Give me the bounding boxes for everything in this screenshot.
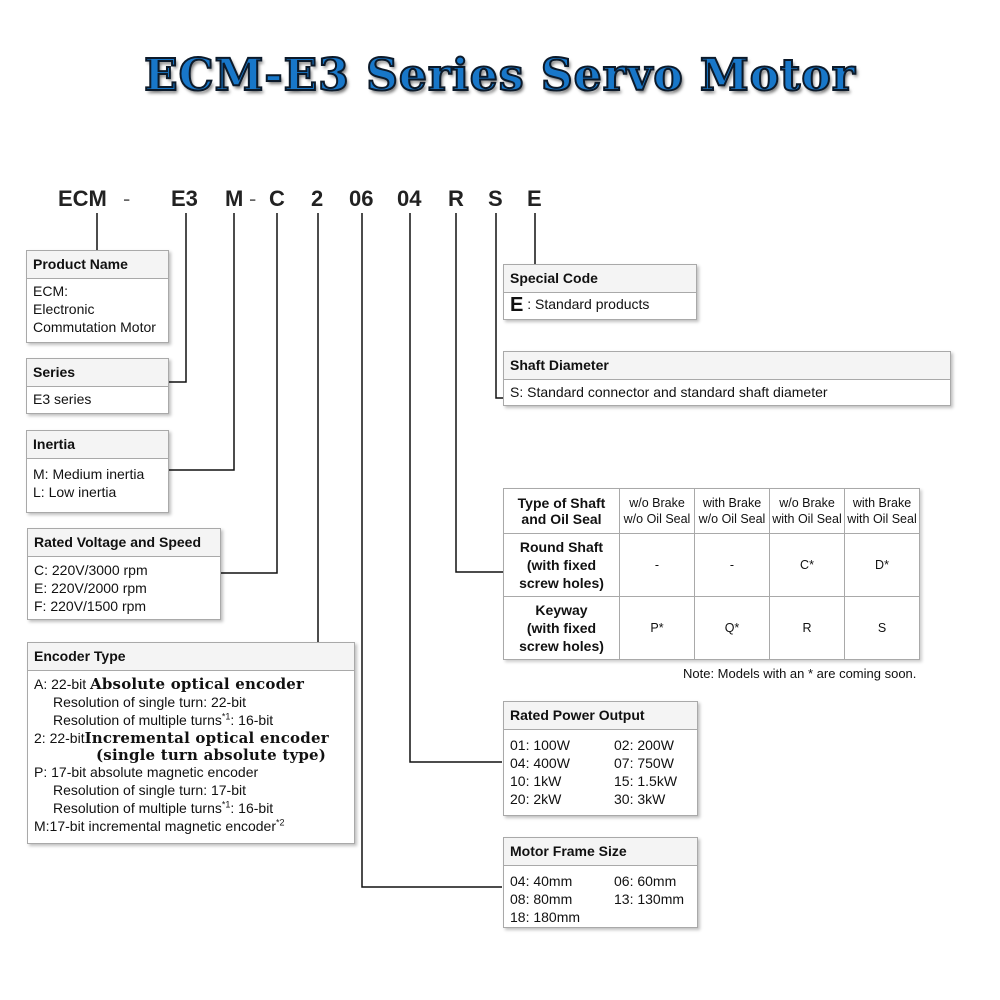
line-voltage: [221, 213, 277, 573]
column-header: [770, 489, 845, 534]
shaft-diameter-text: S: Standard connector and standard shaft diameter: [510, 384, 828, 400]
table-note: Note: Models with an * are coming soon.: [683, 666, 917, 681]
code-special: E: [527, 186, 542, 211]
line-shaft-diameter: [496, 213, 503, 398]
encoder-m-line: [34, 817, 348, 835]
row-header: [504, 534, 620, 597]
column-header-line: with Brake: [702, 496, 762, 510]
encoder-2-type: Incremental optical encoder: [84, 729, 329, 747]
shaft-diameter-header: Shaft Diameter: [504, 352, 950, 380]
power-item: 02: 200W: [614, 737, 674, 753]
table-row: [504, 534, 920, 597]
code-power: 04: [397, 186, 422, 211]
inertia-line: L: Low inertia: [33, 484, 117, 500]
table-corner-line: and Oil Seal: [521, 511, 602, 527]
row-header-line: Keyway: [535, 602, 588, 618]
column-header: [695, 489, 770, 534]
power-item: 15: 1.5kW: [614, 773, 678, 789]
row-header: [504, 597, 620, 660]
code-inertia: M: [225, 186, 244, 211]
voltage-line: C: 220V/3000 rpm: [34, 562, 148, 578]
voltage-line: F: 220V/1500 rpm: [34, 598, 147, 614]
table-cell: -: [695, 534, 770, 597]
table-cell: P*: [620, 597, 695, 660]
column-header: [620, 489, 695, 534]
encoder-a-line: [34, 675, 348, 693]
row-header-line: screw holes): [519, 575, 604, 591]
series-line: E3 series: [33, 391, 92, 407]
encoder-box: [27, 642, 355, 844]
power-item: 10: 1kW: [510, 773, 562, 789]
table-cell: D*: [845, 534, 920, 597]
row-header-line: Round Shaft: [519, 539, 604, 555]
table-corner-line: Type of Shaft: [517, 495, 606, 511]
column-header-line: with Oil Seal: [772, 512, 842, 526]
inertia-line: M: Medium inertia: [33, 466, 145, 482]
shaft-diameter-box: [503, 351, 951, 406]
encoder-a-multi-label: Resolution of multiple turns: [53, 712, 222, 728]
column-header-line: with Brake: [852, 496, 912, 510]
frame-box: [503, 837, 698, 928]
voltage-box: [27, 528, 221, 620]
frame-item: 08: 80mm: [510, 891, 573, 907]
frame-header: Motor Frame Size: [504, 838, 697, 866]
table-row: [504, 597, 920, 660]
voltage-line: E: 220V/2000 rpm: [34, 580, 147, 596]
encoder-2-prefix: 2: 22-bit: [34, 730, 85, 746]
column-header: [845, 489, 920, 534]
line-inertia: [168, 213, 234, 470]
row-header-line: (with fixed: [526, 557, 597, 573]
special-code-box: [503, 264, 697, 320]
product-name-header: Product Name: [27, 251, 168, 279]
line-frame: [362, 213, 502, 887]
frame-item: 04: 40mm: [510, 873, 573, 889]
frame-item: 06: 60mm: [614, 873, 677, 889]
table-cell: C*: [770, 534, 845, 597]
power-item: 20: 2kW: [510, 791, 562, 807]
product-name-line: Commutation Motor: [33, 319, 156, 335]
power-header: Rated Power Output: [504, 702, 697, 730]
encoder-p-multi-value: : 16-bit: [230, 800, 274, 816]
frame-item: 13: 130mm: [614, 891, 685, 907]
table-cell: S: [845, 597, 920, 660]
code-shaft-type: R: [448, 186, 464, 211]
power-item: 04: 400W: [510, 755, 570, 771]
power-item: 30: 3kW: [614, 791, 666, 807]
special-code-letter: E: [510, 294, 524, 316]
code-frame: 06: [349, 186, 374, 211]
column-header-line: w/o Oil Seal: [623, 512, 691, 526]
footnote-mark: *2: [276, 817, 285, 828]
encoder-header: Encoder Type: [28, 643, 354, 671]
series-header: Series: [27, 359, 168, 387]
encoder-a-prefix: A: 22-bit: [34, 676, 91, 692]
table-cell: R: [770, 597, 845, 660]
encoder-p-single: Resolution of single turn: 17-bit: [53, 782, 246, 798]
encoder-a-single: Resolution of single turn: 22-bit: [53, 694, 246, 710]
column-header-line: w/o Brake: [779, 496, 835, 510]
code-dash: -: [123, 186, 131, 211]
column-header-line: w/o Oil Seal: [698, 512, 766, 526]
code-encoder: 2: [311, 186, 324, 211]
table-corner-header: [504, 489, 620, 534]
product-name-box: [26, 250, 169, 343]
encoder-2-subtype: (single turn absolute type): [96, 746, 327, 764]
encoder-p-multi: [34, 799, 348, 817]
inertia-box: [26, 430, 169, 513]
line-series: [168, 213, 186, 382]
frame-item: 18: 180mm: [510, 909, 581, 925]
special-code-header: Special Code: [504, 265, 696, 293]
encoder-p-line: P: 17-bit absolute magnetic encoder: [34, 764, 259, 780]
code-dash: -: [249, 186, 257, 211]
code-series: E3: [171, 186, 198, 211]
encoder-2-line: [34, 729, 348, 747]
footnote-mark: *1: [221, 799, 231, 810]
table-cell: -: [620, 534, 695, 597]
special-code-text: : Standard products: [523, 296, 650, 312]
row-header-line: screw holes): [519, 638, 604, 654]
code-voltage: C: [269, 186, 285, 211]
page-title: ECM-E3 Series Servo Motor: [144, 50, 856, 101]
shaft-type-table: [503, 488, 920, 660]
table-cell: Q*: [695, 597, 770, 660]
column-header-line: w/o Brake: [629, 496, 685, 510]
row-header-line: (with fixed: [526, 620, 597, 636]
encoder-a-multi: [34, 711, 348, 729]
voltage-header: Rated Voltage and Speed: [28, 529, 220, 557]
encoder-a-type: Absolute optical encoder: [90, 675, 305, 693]
inertia-header: Inertia: [27, 431, 168, 459]
product-name-line: ECM:: [33, 283, 68, 299]
column-header-line: with Oil Seal: [847, 512, 917, 526]
power-item: 01: 100W: [510, 737, 570, 753]
power-box: [503, 701, 698, 816]
encoder-p-multi-label: Resolution of multiple turns: [53, 800, 222, 816]
product-name-line: Electronic: [33, 301, 95, 317]
power-item: 07: 750W: [614, 755, 674, 771]
encoder-a-multi-value: : 16-bit: [230, 712, 274, 728]
encoder-m-text: M:17-bit incremental magnetic encoder: [34, 818, 277, 834]
code-ecm: ECM: [58, 186, 107, 211]
series-box: [26, 358, 169, 414]
code-shaft-diameter: S: [488, 186, 503, 211]
footnote-mark: *1: [221, 711, 231, 722]
